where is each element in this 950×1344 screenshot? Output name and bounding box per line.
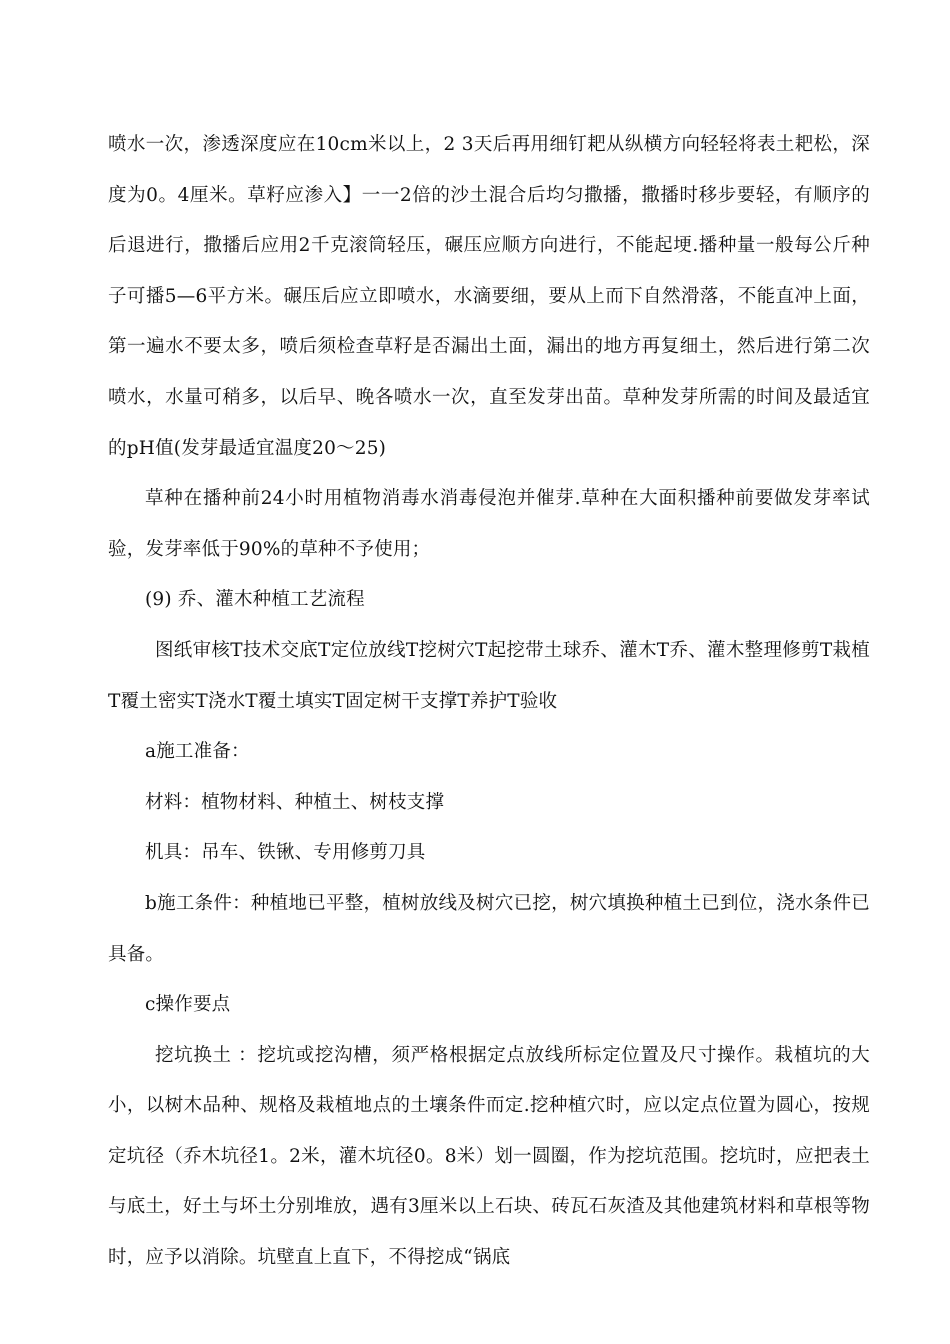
subheading-operation-points: c操作要点 bbox=[145, 994, 231, 1016]
paragraph-sowing-method: 喷水一次，渗透深度应在10cm米以上，2 3天后再用细钉耙从纵横方向轻轻将表土耙松，深度为0。4厘米。草籽应渗入】一一2倍的沙土混合后均匀撒播，撒播时移步要轻，有顺序的后退进行，撒播后应用2千克滚筒轻压，碾压应顺方向进行，不能起埂.播种量一般每公斤种子可播5—6平方米。碾压后应立即喷水，水滴要细，要从上而下自然滑落，不能直冲上面，第一遍水不要太多，喷后须检查草籽是否漏出土面，漏出的地方再复细土，然后进行第二次喷水，水量可稍多，以后早、晚各喷水一次，直至发芽出苗。草种发芽所需的时间及最适宜的pH值(发芽最适宜温度20〜25) bbox=[108, 134, 870, 459]
paragraph-seed-treatment: 草种在播种前24小时用植物消毒水消毒侵泡并催芽.草种在大面积播种前要做发芽率试验，发芽率低于90%的草种不予使用； bbox=[108, 488, 870, 560]
paragraph-materials: 材料：植物材料、种植土、树枝支撑 bbox=[145, 791, 445, 813]
paragraph-conditions: b施工条件：种植地已平整，植树放线及树穴已挖，树穴填换种植土已到位，浇水条件已具备。 bbox=[108, 892, 870, 965]
section-heading-tree-planting: (9) 乔、灌木种植工艺流程 bbox=[145, 589, 365, 611]
paragraph-digging: 挖坑换土 ：挖坑或挖沟槽，须严格根据定点放线所标定位置及尺寸操作。栽植坑的大小，以树木品种、规格及栽植地点的土壤条件而定.挖种植穴时，应以定点位置为圆心，按规定坑径（乔木坑径1。2米，灌木坑径0。8米）划一圆圈，作为挖坑范围。挖坑时，应把表土与底土，好土与坏土分别堆放，遇有3厘米以上石块、砖瓦石灰渣及其他建筑材料和草根等物时，应予以消除。坑壁直上直下，不得挖成“锅底 bbox=[108, 1044, 871, 1269]
subheading-preparation: a施工准备： bbox=[145, 741, 250, 763]
paragraph-process-flow: 图纸审核T技术交底T定位放线T挖树穴T起挖带土球乔、灌木T乔、灌木整理修剪T栽植T覆土密实T浇水T覆土填实T固定树干支撑T养护T验收 bbox=[108, 639, 870, 712]
paragraph-tools: 机具：吊车、铁锹、专用修剪刀具 bbox=[145, 842, 426, 864]
document-body bbox=[108, 120, 870, 1284]
